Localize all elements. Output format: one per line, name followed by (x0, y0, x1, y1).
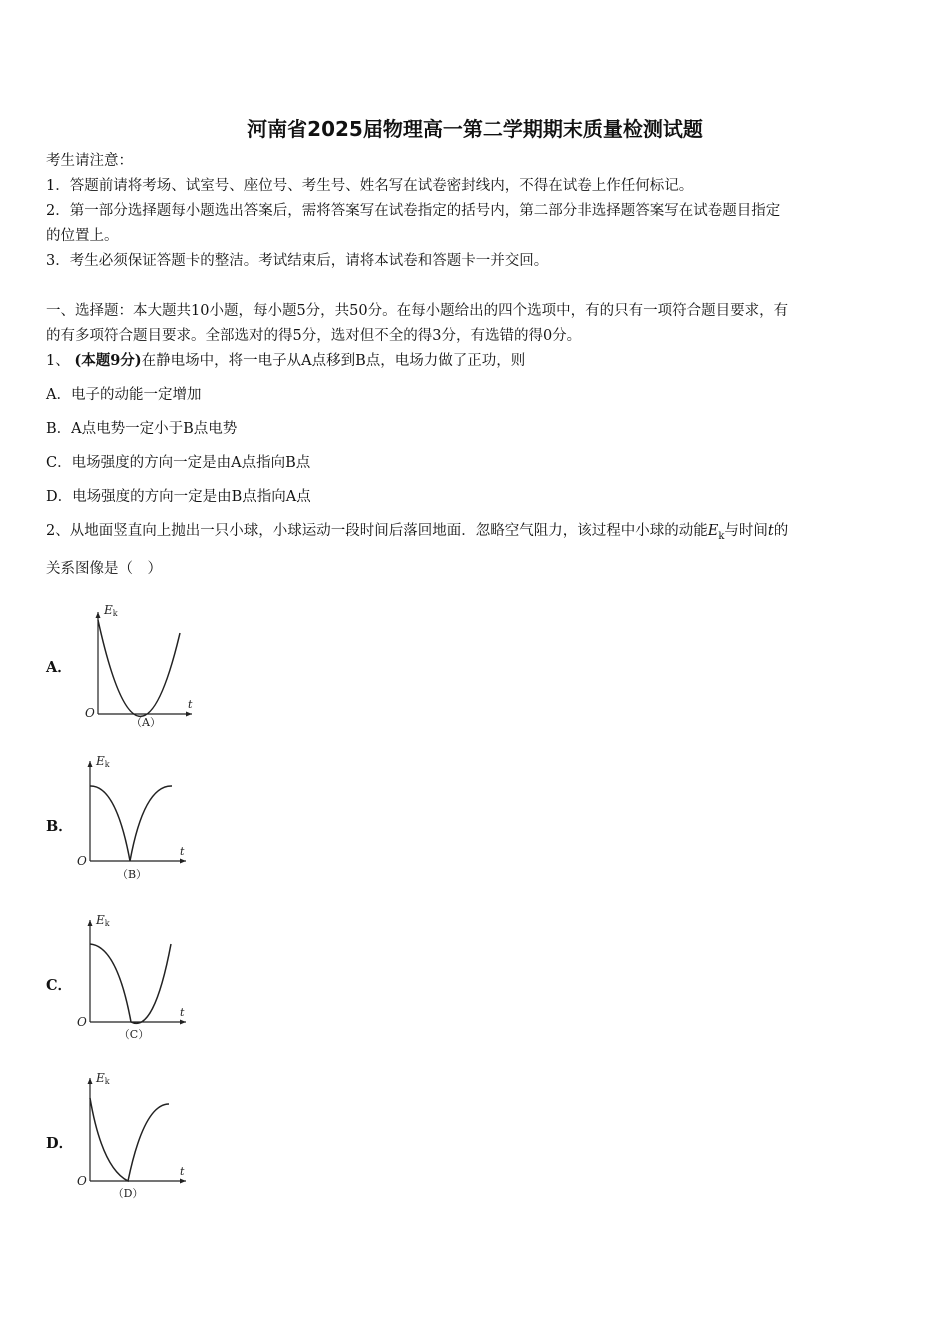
ek-subscript: k (718, 530, 725, 542)
y-axis-arrow (96, 612, 101, 618)
y-axis-arrow (88, 920, 93, 926)
question-2-stem-cont: 关系图像是（ ） (46, 561, 162, 577)
y-axis-label: Ek (96, 1071, 110, 1086)
x-axis-arrow (186, 712, 192, 717)
graph-d (74, 1068, 194, 1204)
graph-c (74, 910, 194, 1046)
question-2-option-b-label: B． (46, 818, 73, 835)
y-axis-arrow (88, 761, 93, 767)
x-axis-label: t (180, 1165, 185, 1178)
x-axis-label: t (180, 1006, 185, 1019)
graph-caption: （B） (116, 868, 148, 881)
origin-label: O (77, 1174, 87, 1188)
question-1-option-a: A．电子的动能一定增加 (46, 387, 202, 403)
question-1-option-d: D．电场强度的方向一定是由B点指向A点 (46, 489, 311, 505)
graph-caption: （A） (131, 716, 161, 729)
ek-curve (90, 786, 172, 861)
ek-curve (98, 620, 180, 716)
question-2-text-post: 的 (773, 523, 789, 539)
x-axis-arrow (180, 1179, 186, 1184)
question-1-text: 在静电场中，将一电子从A点移到B点，电场力做了正功，则 (141, 353, 526, 369)
t-symbol: t (767, 523, 774, 539)
y-axis-label: Ek (96, 913, 110, 928)
x-axis-arrow (180, 859, 186, 864)
ek-symbol: E (707, 523, 719, 539)
origin-label: O (85, 706, 95, 720)
question-1-option-c: C．电场强度的方向一定是由A点指向B点 (46, 455, 311, 471)
question-2-text-mid: 与时间 (724, 523, 768, 539)
y-axis-label: Ek (96, 754, 110, 769)
graph-caption: （D） (112, 1187, 144, 1200)
notice-item-2: 2．第一部分选择题每小题选出答案后，需将答案写在试卷指定的括号内，第二部分非选择题答案写在试卷题目指定 (46, 203, 781, 219)
notice-heading: 考生请注意： (46, 153, 133, 169)
x-axis-label: t (180, 845, 185, 858)
question-1-option-b: B．A点电势一定小于B点电势 (46, 421, 238, 437)
x-axis-label: t (188, 698, 193, 711)
section-1-instructions-cont: 的有多项符合题目要求。全部选对的得5分，选对但不全的得3分，有选错的得0分。 (46, 328, 582, 344)
question-2-option-a-label: A． (46, 659, 72, 676)
ek-curve (90, 944, 171, 1023)
question-2-option-d-label: D． (46, 1135, 74, 1152)
question-2-text: 2、从地面竖直向上抛出一只小球，小球运动一段时间后落回地面．忽略空气阻力，该过程中小球的动能 (46, 523, 708, 539)
notice-item-2-cont: 的位置上。 (46, 228, 119, 244)
page-title: 河南省2025届物理高一第二学期期末质量检测试题 (247, 117, 703, 141)
question-2-option-c-label: C． (46, 977, 73, 994)
question-2-stem (46, 521, 788, 547)
question-1-tag: (本题9分) (74, 352, 142, 369)
question-1-stem (46, 351, 525, 371)
notice-item-1: 1．答题前请将考场、试室号、座位号、考生号、姓名写在试卷密封线内，不得在试卷上作任何标记。 (46, 178, 694, 194)
question-1-number: 1、 (46, 353, 70, 369)
origin-label: O (77, 1015, 87, 1029)
ek-curve (90, 1098, 169, 1181)
origin-label: O (77, 854, 87, 868)
y-axis-label: Ek (104, 603, 118, 618)
y-axis-arrow (88, 1078, 93, 1084)
section-1-instructions: 一、选择题：本大题共10小题，每小题5分，共50分。在每小题给出的四个选项中，有的只有一项符合题目要求，有 (46, 303, 789, 319)
graph-b (74, 751, 194, 887)
graph-a (80, 596, 200, 732)
graph-caption: （C） (118, 1028, 150, 1041)
notice-item-3: 3．考生必须保证答题卡的整洁。考试结束后，请将本试卷和答题卡一并交回。 (46, 253, 549, 269)
x-axis-arrow (180, 1020, 186, 1025)
